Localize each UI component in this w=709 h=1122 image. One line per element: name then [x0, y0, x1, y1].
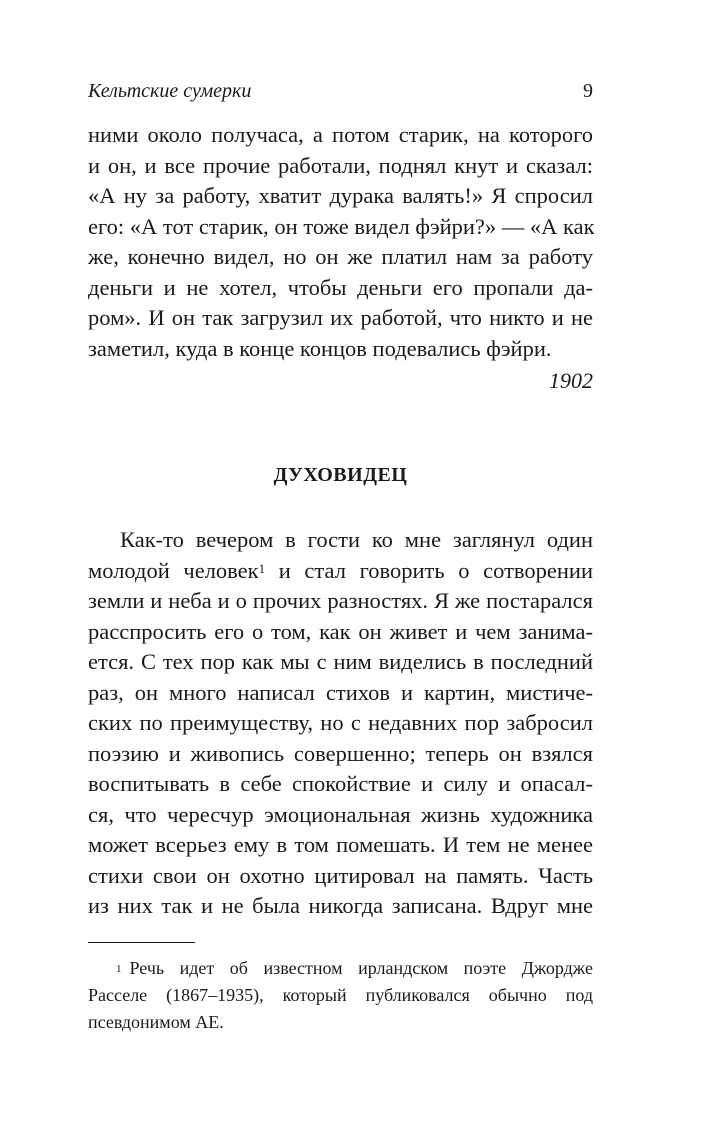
footnote-line — [88, 955, 593, 982]
text-line: может всерьез ему в том помешать. И тем не менее — [88, 832, 593, 857]
text-line: и он, и все прочие работали, поднял кнут и сказал: — [88, 152, 593, 178]
text-line: ется. С тех пор как мы с ним виделись в последний — [88, 649, 593, 674]
text-line: ними около получаса, а потом старик, на которого — [88, 122, 593, 147]
text-line: Как-то вечером в гости ко мне заглянул один — [120, 527, 593, 552]
running-title: Кельтские сумерки — [88, 80, 252, 102]
footnote-divider — [88, 942, 195, 943]
text-line: стихи свои он охотно цитировал на память. Часть — [88, 862, 593, 888]
text-line: земли и неба и о прочих разностях. Я же постарался — [88, 588, 593, 613]
story-date: 1902 — [549, 368, 593, 393]
text-line-with-footnote — [88, 556, 593, 587]
page-number: 9 — [583, 80, 593, 102]
footnote-line: псевдонимом АЕ. — [88, 1011, 224, 1032]
footnote-mark: 1 — [116, 962, 122, 975]
book-page — [88, 80, 593, 1036]
text-line: же, конечно видел, но он же платил нам за работу — [88, 244, 593, 269]
text-line: воспитывать в себе спокойствие и силу и опасал- — [88, 771, 593, 796]
footnote-line: Расселе (1867–1935), который публиковался обычно под — [88, 984, 593, 1005]
text-line: деньги и не хотел, чтобы деньги его пропали да- — [88, 274, 593, 300]
text-line: «А ну за работу, хватит дурака валять!» Я спросил — [88, 183, 593, 208]
previous-story-ending — [88, 120, 593, 364]
footnote — [88, 955, 593, 1036]
text-line: расспросить его о том, как он живет и чем занима- — [88, 618, 593, 644]
text-fragment: молодой человек — [88, 557, 259, 583]
text-line: заметил, куда в конце концов подевались фэйри. — [88, 335, 552, 361]
text-fragment: и стал говорить о сотворении — [265, 557, 593, 583]
chapter-heading: ДУХОВИДЕЦ — [273, 464, 408, 486]
text-line: из них так и не была никогда записана. Вдруг мне — [88, 893, 593, 918]
text-line: ских по преимуществу, но с недавних пор забросил — [88, 710, 593, 735]
text-line: ся, что чересчур эмоциональная жизнь художника — [88, 801, 593, 827]
text-line: поэзию и живопись совершенно; теперь он взялся — [88, 740, 593, 766]
chapter-paragraph — [88, 525, 593, 922]
footnote-text: Речь идет об известном ирландском поэте Джордже — [129, 957, 593, 978]
running-head — [88, 80, 593, 120]
text-line: ром». И он так загрузил их работой, что никто и не — [88, 305, 593, 330]
text-line: раз, он много написал стихов и картин, мистиче- — [88, 679, 593, 705]
footnote-reference[interactable]: 1 — [258, 560, 266, 576]
text-line: его: «А тот старик, он тоже видел фэйри?» — «А как — [88, 213, 595, 239]
